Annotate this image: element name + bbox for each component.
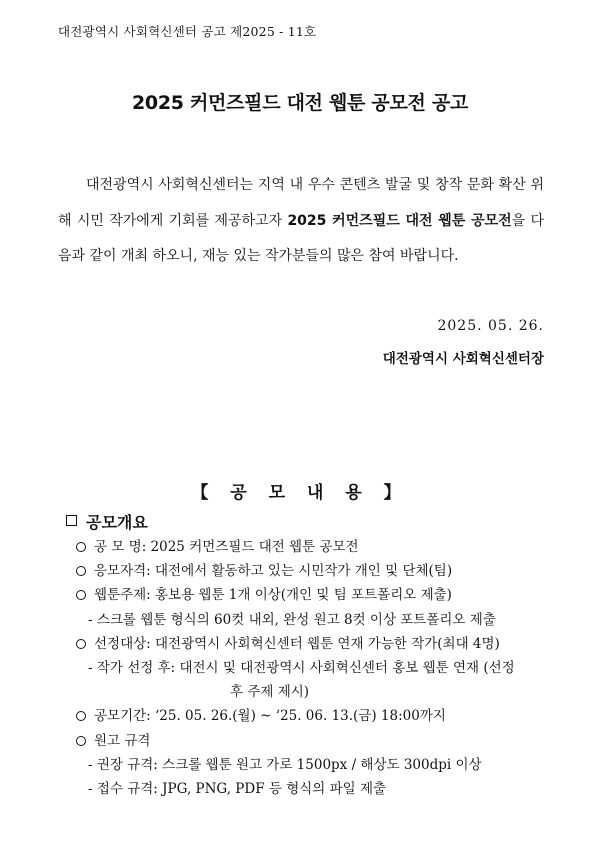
announcement-date: 2025. 05. 26. <box>437 318 544 334</box>
intro-text-part1: 대전광역시 사회혁신센터는 지역 내 우수 콘텐츠 발굴 및 창작 문화 확산 위해 시민 작가에게 기회를 제공하고자 <box>58 177 544 229</box>
list-sub-item: - 권장 규격: 스크롤 웹툰 원고 가로 1500px / 해상도 300dpi 이상 <box>88 756 482 773</box>
list-sub-item: - 작가 선정 후: 대전시 및 대전광역시 사회혁신센터 홍보 웹툰 연재 (선정 <box>88 659 515 676</box>
list-item: 공 모 명: 2025 커먼즈필드 대전 웹툰 공모전 <box>74 535 554 559</box>
overview-list <box>74 535 554 801</box>
overview-heading <box>66 510 148 533</box>
intro-text-part2: 을 다음과 같이 개최 하오니, 재능 있는 작가분들의 많은 참여 바랍니다. <box>58 212 545 264</box>
intro-text-bold: 2025 커먼즈필드 대전 웹툰 공모전 <box>287 212 512 229</box>
list-sub-item-continuation: 후 주제 제시) <box>230 684 310 701</box>
list-item: 공모기간: ‘25. 05. 26.(월) ~ ‘25. 06. 13.(금) 18:00까지 <box>74 704 554 728</box>
list-sub-item: - 스크롤 웹툰 형식의 60컷 내외, 완성 원고 8컷 이상 포트폴리오 제출 <box>88 611 496 628</box>
list-item: 선정대상: 대전광역시 사회혁신센터 웹툰 연재 가능한 작가(최대 4명) <box>74 632 554 656</box>
page-title: 2025 커먼즈필드 대전 웹툰 공모전 공고 <box>131 92 468 114</box>
list-item: 응모자격: 대전에서 활동하고 있는 시민작가 개인 및 단체(팀) <box>74 559 554 583</box>
section-heading: 【 공 모 내 용 】 <box>191 483 409 503</box>
intro-paragraph <box>58 168 544 275</box>
announcement-reference-number: 대전광역시 사회혁신센터 공고 제2025 - 11호 <box>58 24 317 39</box>
list-sub-item: - 접수 규격: JPG, PNG, PDF 등 형식의 파일 제출 <box>88 780 387 797</box>
list-item: 원고 규격 <box>74 729 554 753</box>
list-item: 웹툰주제: 홍보용 웹툰 1개 이상(개인 및 팀 포트폴리오 제출) <box>74 583 554 607</box>
overview-heading-label: 공모개요 <box>86 513 148 532</box>
signer-name: 대전광역시 사회혁신센터장 <box>382 351 544 367</box>
square-bullet-icon <box>66 515 77 526</box>
